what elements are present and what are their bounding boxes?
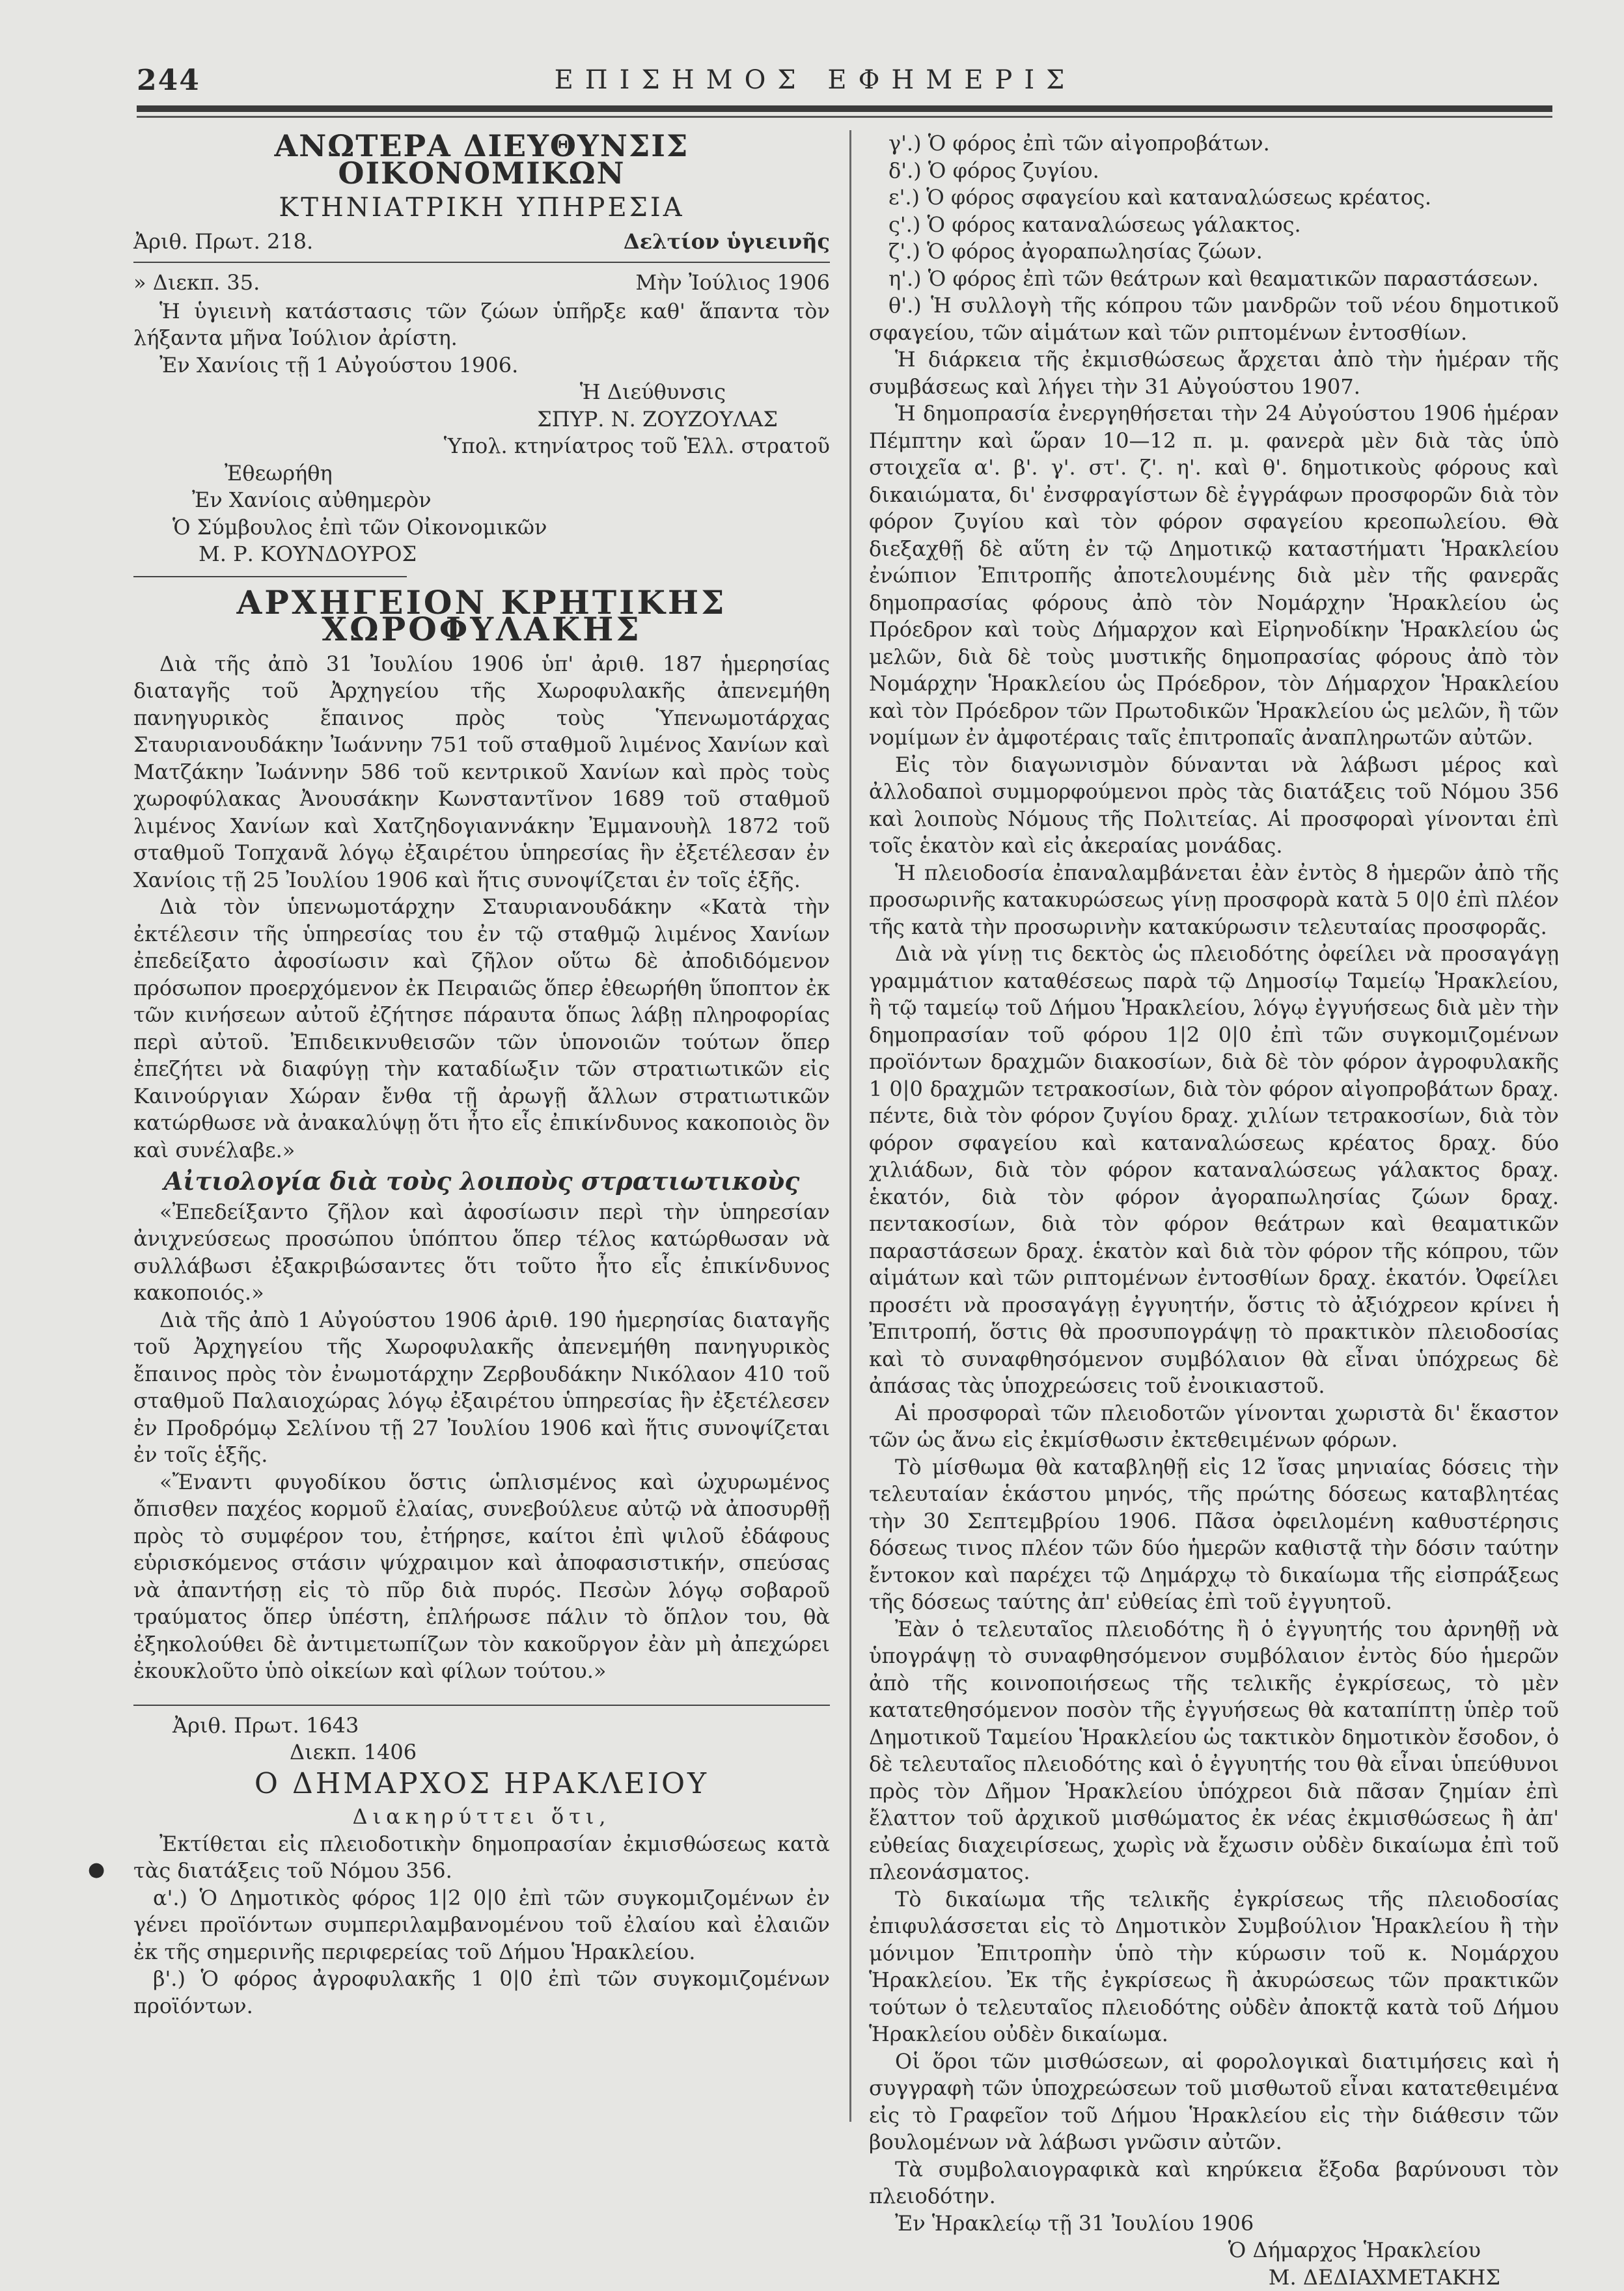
signature-title: Ἡ Διεύθυνσις [133, 379, 726, 406]
mayor-title: Ο ΔΗΜΑΡΧΟΣ ΗΡΑΚΛΕΙΟΥ [133, 1770, 830, 1798]
expenses-terms: Τὰ συμβολαιογραφικὰ καὶ κηρύκεια ἔξοδα βαρύνουσι τὸν πλειοδότην. [869, 2156, 1559, 2210]
auction-item-e: ε'.) Ὁ φόρος σφαγείου καὶ καταναλώσεως κρέατος. [869, 184, 1559, 212]
auction-item-d: δ'.) Ὁ φόρος ζυγίου. [869, 158, 1559, 185]
seen-label: Ἐθεωρήθη [225, 460, 830, 487]
auction-item-st: ς'.) Ὁ φόρος καταναλώσεως γάλακτος. [869, 212, 1559, 239]
default-terms: Ἐὰν ὁ τελευταῖος πλειοδότης ἢ ὁ ἐγγυητής του ἀρνηθῇ νὰ ὑπογράψῃ τὸ συναφθησόμενον συμβόλαιον ἐντὸς δύο ἡμερῶν ἀπὸ τῆς κοινοποιήσεως τῆς τελικῆς ἐγκρίσεως, τὸ μὲν κατατεθησόμενον ποσὸν τῆς ἐγγυήσεως θὰ καταπίπτῃ ὑπὲρ τοῦ Δημοτικοῦ Ταμείου Ἡρακλείου ὡς τακτικὸν δημοτικὸν ἔσοδον, ὁ δὲ τελευταῖος πλειοδότης καὶ ὁ ἐγγυητής του θὰ εἶναι ὑπεύθυνοι πρὸς τὸν Δῆμον Ἡρακλείου ὑπόχρεοι διὰ πᾶσαν ζημίαν ἐπὶ ἔλαττον τοῦ ἀρχικοῦ μισθώματος ἐκ νέας ἐκμισθώσεως ἢ ἀπ' εὐθείας διαχειρίσεως, χωρὶς νὰ ἔχωσιν οὐδὲν δικαίωμα ἐπὶ τοῦ πλεονάσματος. [869, 1616, 1559, 1886]
declaration-label: Διακηρύττει ὅτι, [133, 1804, 830, 1831]
diekp-row [133, 269, 830, 297]
reason-heading: Αἰτιολογία διὰ τοὺς λοιποὺς στρατιωτικοὺς [133, 1168, 830, 1195]
report-month: Μὴν Ἰούλιος 1906 [635, 269, 830, 297]
auction-procedure: Ἡ δημοπρασία ἐνεργηθήσεται τὴν 24 Αὐγούστου 1906 ἡμέραν Πέμπτην καὶ ὥραν 10—12 π. μ. φανερὰ μὲν διὰ τὰς ὑπὸ στοιχεῖα α'. β'. γ'. στ'. ζ'. η'. καὶ θ'. δημοτικοὺς φόρους καὶ δικαιώματα, δι' ἐνσφραγίστων δὲ ἐγγράφων προσφορῶν διὰ τὸν φόρον ζυγίου καὶ τὸν φόρον σφαγείου κρεοπωλείου. Θὰ διεξαχθῇ δὲ αὕτη ἐν τῷ Δημοτικῷ καταστήματι Ἡρακλείου ἐνώπιον Ἐπιτροπῆς ἀποτελουμένης διὰ μὲν τῆς φανερᾶς δημοπρασίας φόρους ἀπὸ τὸν Νομάρχην Ἡρακλείου ὡς Πρόεδρον καὶ τοὺς Δήμαρχον καὶ Εἰρηνοδίκην Ἡρακλείου ὡς μελῶν, διὰ δὲ τοὺς μυστικῆς δημοπρασίας φόρους ἀπὸ τὸν Νομάρχην Ἡρακλείου ὡς Πρόεδρον, τὸν Δήμαρχον Ἡρακλείου καὶ τὸν Πρόεδρον τῶν Πρωτοδικῶν Ἡρακλείου ὡς μελῶν, ἢ τῶν νομίμων ἐν ἀμφοτέραις ταῖς ἐπιτροπαῖς ἀναπληρωτῶν αὐτῶν. [869, 400, 1559, 752]
repeat-auction-terms: Ἡ πλειοδοσία ἐπαναλαμβάνεται ἐὰν ἐντὸς 8 ἡμερῶν ἀπὸ τῆς προσωρινῆς κατακυρώσεως γίνῃ προσφορὰ κατὰ 5 0|0 ἐπὶ πλέον τῆς κατὰ τὴν προσωρινὴν κατακύρωσιν τελευταίας προσφορᾶς. [869, 860, 1559, 941]
section-title-gendarmerie: ΑΡΧΗΓΕΙΟΝ ΚΡΗΤΙΚΗΣ ΧΩΡΟΦΥΛΑΚΗΣ [133, 589, 830, 643]
seen-place: Ἐν Χανίοις αὐθημερὸν [192, 487, 830, 514]
header-rule [137, 105, 1552, 112]
auction-intro: Ἐκτίθεται εἰς πλειοδοτικὴν δημοπρασίαν ἐκμισθώσεως κατὰ τὰς διατάξεις τοῦ Νόμου 356. [133, 1831, 830, 1885]
bulletin-title: Δελτίον ὑγιεινῆς [624, 228, 830, 256]
auction-item-h: η'.) Ὁ φόρος ἐπὶ τῶν θεάτρων καὶ θεαματικῶν παραστάσεων. [869, 266, 1559, 293]
mayor-signature-role: Ὁ Δήμαρχος Ἡρακλείου [869, 2237, 1481, 2264]
section-divider [133, 576, 407, 577]
section-title-finance: ΑΝΩΤΕΡΑ ΔΙΕΥΘΥΝΣΙΣ ΟΙΚΟΝΟΜΙΚΩΝ [133, 133, 830, 187]
page-number: 244 [137, 64, 200, 97]
signature-role: Ὑπολ. κτηνίατρος τοῦ Ἑλλ. στρατοῦ [133, 433, 830, 460]
protocol-row [133, 228, 830, 256]
lease-duration: Ἡ διάρκεια τῆς ἐκμισθώσεως ἄρχεται ἀπὸ τὴν ἡμέραν τῆς συμβάσεως καὶ λήγει τὴν 31 Αὐγούστου 1907. [869, 346, 1559, 400]
seen-role: Ὁ Σύμβουλος ἐπὶ τῶν Οἰκονομικῶν [172, 514, 830, 542]
auction-item-b: β'.) Ὁ φόρος ἀγροφυλακῆς 1 0|0 ἐπὶ τῶν συγκομιζομένων προϊόντων. [133, 1966, 830, 2020]
participation-terms: Εἰς τὸν διαγωνισμὸν δύνανται νὰ λάβωσι μέρος καὶ ἀλλοδαποὶ συμμορφούμενοι πρὸς τὰς διατάξεις τοῦ Νόμου 356 καὶ λοιποὺς Νόμους τῆς Πολιτείας. Αἱ προσφοραὶ γίνονται ἐπὶ τοῖς ἑκατὸν καὶ εἰς ἀκεραίας μονάδας. [869, 752, 1559, 860]
auction-item-c: γ'.) Ὁ φόρος ἐπὶ τῶν αἰγοπροβάτων. [869, 130, 1559, 158]
service-title: ΚΤΗΝΙΑΤΡΙΚΗ ΥΠΗΡΕΣΙΑ [133, 195, 830, 222]
gendarmerie-paragraph-2: Διὰ τὸν ὑπενωμοτάρχην Σταυριανουδάκην «Κατὰ τὴν ἐκτέλεσιν τῆς ὑπηρεσίας του ἐν τῷ σταθμῷ λιμένος Χανίων ἐπεδείξατο ἀφοσίωσιν καὶ ζῆλον οὕτω δὲ ἀποδιδόμενον πρόσωπον προερχόμενον ἐκ Πειραιῶς ὅπερ ἐθεωρήθη ὕποπτον ἐκ τῶν κινήσεων αὐτοῦ ἐζήτησε πάραυτα ὅπως λάβῃ πληροφορίας περὶ αὐτοῦ. Ἐπιδεικνυθεισῶν τῶν ὑπονοιῶν τούτων ὅπερ ἐπεζήτει νὰ διαφύγῃ τὴν καταδίωξιν τῶν στρατιωτικῶν εἰς Καινούργιαν Χώραν ἔνθα τῇ ἀρωγῇ ἄλλων στρατιωτικῶν κατώρθωσε νὰ ἀνακαλύψῃ ὅτι ἦτο εἷς ἐπικίνδυνος κακοποιὸς ὃν καὶ συνέλαβε.» [133, 894, 830, 1164]
page-header [78, 46, 1552, 117]
auction-item-a: α'.) Ὁ Δημοτικὸς φόρος 1|2 0|0 ἐπὶ τῶν συγκομιζομένων ἐν γένει προϊόντων συμπεριλαμβανομένου τοῦ ἐλαίου καὶ ἐλαιῶν ἐκ τῆς σημερινῆς περιφερείας τοῦ Δήμου Ἡρακλείου. [133, 1885, 830, 1966]
margin-bullet: ● [88, 1858, 105, 1881]
separate-offers: Αἱ προσφοραὶ τῶν πλειοδοτῶν γίνονται χωριστὰ δι' ἕκαστον τῶν ὡς ἄνω εἰς ἐκμίσθωσιν ἐκτεθειμένων φόρων. [869, 1400, 1559, 1454]
right-column [869, 130, 1559, 2291]
payment-terms: Τὸ μίσθωμα θὰ καταβληθῇ εἰς 12 ἴσας μηνιαίας δόσεις τὴν τελευταίαν ἑκάστου μηνός, τῆς πρώτης δόσεως καταβλητέας τὴν 30 Σεπτεμβρίου 1906. Πᾶσα ὀφειλομένη καθυστέρησις δόσεως τινος πλέον τῶν δύο ἡμερῶν καθιστᾷ τὴν δόσιν ταύτην ἔντοκον καὶ παρέχει τῷ Δημάρχῳ τὸ δικαίωμα τῆς εἰσπράξεως τῆς δόσεως ταύτης ἀπ' εὐθείας ἐπὶ τοῦ ἐγγυητοῦ. [869, 1454, 1559, 1616]
gendarmerie-paragraph-5: «Ἔναντι φυγοδίκου ὅστις ὡπλισμένος καὶ ὠχυρωμένος ὄπισθεν παχέος κορμοῦ ἐλαίας, συνεβούλευε αὐτῷ νὰ ἀποσυρθῇ πρὸς τὸ συμφέρον του, ἐτήρησε, καίτοι ἐπὶ ψιλοῦ ἐδάφους εὑρισκόμενος στάσιν ψύχραιμον καὶ ἀποφασιστικήν, σπεύσας νὰ ἀπαντήσῃ εἰς τὸ πῦρ διὰ πυρός. Πεσὼν λόγῳ σοβαροῦ τραύματος ὅπερ ὑπέστη, ἐπλήρωσε πάλιν τὸ ὅπλον του, θὰ ἐξηκολούθει δὲ ἀντιμετωπίζων τὸν κακοῦργον ἐὰν μὴ ἀπεχώρει ἐκουκλοῦτο ὑπὸ οἰκείων καὶ φίλων τούτου.» [133, 1469, 830, 1685]
auction-item-th: θ'.) Ἡ συλλογὴ τῆς κόπρου τῶν μανδρῶν τοῦ νέου δημοτικοῦ σφαγείου, τῶν αἱμάτων καὶ τῶν ριπτομένων ἐντοσθίων. [869, 292, 1559, 346]
mayor-signature-name: Μ. ΔΕΔΙΑΧΜΕΤΑΚΗΣ [869, 2264, 1500, 2291]
gendarmerie-paragraph-4: Διὰ τῆς ἀπὸ 1 Αὐγούστου 1906 ἀριθ. 190 ἡμερησίας διαταγῆς τοῦ Ἀρχηγείου τῆς Χωροφυλακῆς ἀπενεμήθη πανηγυρικὸς ἔπαινος πρὸς τὸν ἐνωμοτάρχην Ζερβουδάκην Νικόλαον 410 τοῦ σταθμοῦ Παλαιοχώρας λόγῳ ἐξαιρέτου ὑπηρεσίας ἣν ἐξετέλεσεν ἐν Προδρόμῳ Σελίνου τῇ 27 Ἰουλίου 1906 καὶ ἥτις συνοψίζεται ἐν τοῖς ἑξῆς. [133, 1307, 830, 1469]
gazette-title: ΕΠΙΣΗΜΟΣ ΕΦΗΜΕΡΙΣ [78, 65, 1552, 95]
diekp-number: » Διεκπ. 35. [133, 269, 260, 297]
diekp-number-2: Διεκπ. 1406 [290, 1739, 830, 1766]
protocol-number-2: Ἀριθ. Πρωτ. 1643 [172, 1712, 830, 1740]
header-rule-thin [137, 116, 1552, 118]
signature-name: ΣΠΥΡ. Ν. ΖΟΥΖΟΥΛΑΣ [133, 406, 778, 433]
divider [133, 262, 830, 263]
column-divider [849, 130, 851, 2122]
left-column [133, 130, 830, 2020]
approval-terms: Τὸ δικαίωμα τῆς τελικῆς ἐγκρίσεως τῆς πλειοδοσίας ἐπιφυλάσσεται εἰς τὸ Δημοτικὸν Συμβούλιον Ἡρακλείου ἢ τὴν μόνιμον Ἐπιτροπὴν ὑπὸ τὴν κύρωσιν τοῦ κ. Νομάρχου Ἡρακλείου. Ἐκ τῆς ἐγκρίσεως ἢ ἀκυρώσεως τῶν πρακτικῶν τούτων ὁ τελευταῖος πλειοδότης οὐδὲν ἀποκτᾷ κατὰ τοῦ Δήμου Ἡρακλείου οὐδὲν δικαίωμα. [869, 1886, 1559, 2048]
place-date-heraklion: Ἐν Ἡρακλείῳ τῇ 31 Ἰουλίου 1906 [869, 2210, 1559, 2238]
gendarmerie-paragraph-1: Διὰ τῆς ἀπὸ 31 Ἰουλίου 1906 ὑπ' ἀριθ. 187 ἡμερησίας διαταγῆς τοῦ Ἀρχηγείου τῆς Χωροφυλακῆς ἀπενεμήθη πανηγυρικὸς ἔπαινος πρὸς τοὺς Ὑπενωμοτάρχας Σταυριανουδάκην Ἰωάννην 751 τοῦ σταθμοῦ λιμένος Χανίων καὶ Ματζάκην Ἰωάννην 586 τοῦ κεντρικοῦ Χανίων καὶ πρὸς τοὺς χωροφύλακας Ἀνουσάκην Κωνσταντῖνον 1689 τοῦ σταθμοῦ λιμένος Χανίων καὶ Χατζηδογιαννάκην Ἐμμανουὴλ 1872 τοῦ σταθμοῦ Τοπχανᾶ λόγῳ ἐξαιρέτου ὑπηρεσίας ἣν ἐξετέλεσαν ἐν Χανίοις τῇ 25 Ἰουλίου 1906 καὶ ἥτις συνοψίζεται ἐν τοῖς ἑξῆς. [133, 651, 830, 894]
gendarmerie-paragraph-3: «Ἐπεδείξαντο ζῆλον καὶ ἀφοσίωσιν περὶ τὴν ὑπηρεσίαν ἀνιχνεύσεως προσώπου ὑπόπτου ὅπερ τέλος κατώρθωσαν νὰ συλλάβωσι ἐξακριβώσαντες ὅτι τοῦτο ἦτο εἷς ἐπικίνδυνος κακοποιός.» [133, 1199, 830, 1307]
auction-item-z: ζ'.) Ὁ φόρος ἀγοραπωλησίας ζώων. [869, 238, 1559, 266]
place-date: Ἐν Χανίοις τῇ 1 Αὐγούστου 1906. [133, 352, 830, 379]
health-report-text: Ἡ ὑγιεινὴ κατάστασις τῶν ζώων ὑπῆρξε καθ' ἅπαντα τὸν λήξαντα μῆνα Ἰούλιον ἀρίστη. [133, 298, 830, 352]
protocol-number: Ἀριθ. Πρωτ. 218. [133, 228, 313, 256]
guarantee-terms: Διὰ νὰ γίνῃ τις δεκτὸς ὡς πλειοδότης ὀφείλει νὰ προσαγάγῃ γραμμάτιον καταθέσεως παρὰ τῷ Δημοσίῳ Ταμείῳ Ἡρακλείου, ἢ τῷ ταμείῳ τοῦ Δήμου Ἡρακλείου, λόγῳ ἐγγυήσεως διὰ μὲν τὴν δημοπρασίαν τοῦ φόρου 1|2 0|0 ἐπὶ τῶν συγκομιζομένων προϊόντων δραχμῶν διακοσίων, διὰ δὲ τὸν φόρον ἀγροφυλακῆς 1 0|0 δραχμῶν τετρακοσίων, διὰ τὸν φόρον αἰγοπροβάτων δραχ. πέντε, διὰ τὸν φόρον ζυγίου δραχ. χιλίων τετρακοσίων, διὰ τὸν φόρον σφαγείου καὶ καταναλώσεως κρέατος δραχ. δύο χιλιάδων, διὰ τὸν φόρον καταναλώσεως γάλακτος δραχ. ἑκατόν, διὰ τὸν φόρον ἀγοραπωλησίας ζώων δραχ. πεντακοσίων, διὰ τὸν φόρον θεάτρων καὶ θεαματικῶν παραστάσεων δραχ. ἑκατὸν καὶ διὰ τὸν φόρον τῆς κόπρου, τῶν αἱμάτων καὶ τῶν ριπτομένων ἐντοσθίων δραχ. ἑκατόν. Ὀφείλει προσέτι νὰ προσαγάγῃ ἐγγυητήν, ὅστις τὸ ἀξιόχρεον κρίνει ἡ Ἐπιτροπή, ὅστις θὰ προσυπογράψῃ τὸ πρακτικὸν πλειοδοσίας καὶ τὸ συναφθησόμενον συμβόλαιον θὰ εἶναι ὑπόχρεως δὲ ἀπάσας τὰς ὑποχρεώσεις τοῦ ἐνοικιαστοῦ. [869, 940, 1559, 1400]
section-divider [133, 1705, 830, 1706]
seen-name: Μ. Ρ. ΚΟΥΝΔΟΥΡΟΣ [199, 541, 830, 568]
documents-terms: Οἱ ὅροι τῶν μισθώσεων, αἱ φορολογικαὶ διατιμήσεις καὶ ἡ συγγραφὴ τῶν ὑποχρεώσεων τοῦ μισθωτοῦ εἶναι κατατεθειμένα εἰς τὸ Γραφεῖον τοῦ Δήμου Ἡρακλείου εἰς τὴν διάθεσιν τῶν βουλομένων νὰ λάβωσι γνῶσιν αὐτῶν. [869, 2048, 1559, 2156]
